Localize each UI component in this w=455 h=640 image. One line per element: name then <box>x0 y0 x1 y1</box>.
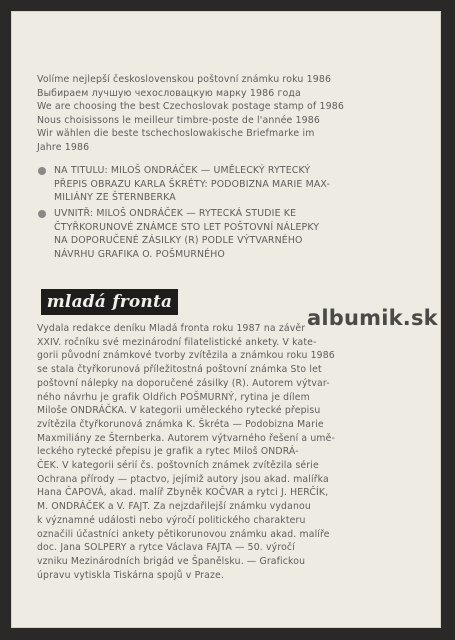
multilingual-heading <box>37 73 427 155</box>
paragraph-line: M. ONDRÁČEK a V. FAJT. Za nejzdařilejší známku vydanou <box>37 501 311 513</box>
paragraph-line: Hana ČAPOVÁ, akad. malíř Zbyněk KOČVAR a rytci J. HERČÍK, <box>37 487 329 499</box>
paragraph-line: označili účastníci ankety pětikorunovou známku akad. malíře <box>37 528 330 540</box>
bullet-dot-icon <box>38 167 46 175</box>
main-paragraph <box>37 322 427 582</box>
bullet-text <box>54 164 424 205</box>
paragraph-line: se stala čtyřkorunová příležitostná poštovní známka Sto let <box>37 364 322 376</box>
watermark-text: albumik.sk <box>307 306 438 330</box>
paragraph-line: úpravu vytiskla Tiskárna spojů v Praze. <box>37 569 224 581</box>
heading-line-russian: Выбираем лучшую чехословацкую марку 1986 года <box>37 87 301 99</box>
paragraph-line: Vydala redakce deníku Mladá fronta roku 1987 na závěr <box>37 323 306 334</box>
paragraph-line: zvítězila čtyřkorunová známka K. Škréta — Podobizna Marie <box>37 418 324 430</box>
heading-line-english: We are choosing the best Czechoslovak postage stamp of 1986 <box>37 101 344 113</box>
bullet-line: NA DOPORUČENÉ ZÁSILKY (R) PODLE VÝTVARNÉHO <box>54 235 303 247</box>
paragraph-line: ného návrhu je grafik Oldřich POŠMURNÝ, rytina je dílem <box>37 391 310 403</box>
paragraph-line: k významné události nebo výročí politického charakteru <box>37 514 306 526</box>
paragraph-line: Ochrana přírody — ptactvo, jejímiž autory jsou akad. malířka <box>37 473 329 485</box>
paragraph-line: Miloše ONDRÁČKA. V kategorii uměleckého rytecké přepisu <box>37 405 321 417</box>
heading-line-french: Nous choisissons le meilleur timbre-poste de l'année 1986 <box>37 114 320 126</box>
heading-line-german-cont: Jahre 1986 <box>37 141 90 153</box>
bullet-line: PŘEPIS OBRAZU KARLA ŠKRÉTY: PODOBIZNA MARIE MAX- <box>54 178 331 190</box>
heading-line-german: Wir wählen die beste tschechoslowakische Briefmarke im <box>37 128 315 140</box>
paragraph-line: doc. Jana SOLPERY a rytce Václava FAJTA — 50. výročí <box>37 542 295 554</box>
paragraph-line: vzniku Mezinárodních brigád ve Španělsku. — Grafickou <box>37 555 306 567</box>
paragraph-line: poštovní nálepky na doporučené zásilky (R). Autorem výtvar- <box>37 377 330 389</box>
paragraph-line: leckého rytecké přepisu je grafik a rytec Miloš ONDRÁ- <box>37 446 299 458</box>
bullet-line: MILIÁNY ZE ŠTERNBERKA <box>54 192 176 204</box>
printed-card <box>11 11 441 628</box>
bullet-line: NA TITULU: MILOŠ ONDRÁČEK — UMĚLECKÝ RYTECKÝ <box>54 165 311 176</box>
logo-text: mladá fronta <box>46 292 173 312</box>
paragraph-line: XXIV. ročníku své mezinárodní filatelistické ankety. V kate- <box>37 336 317 348</box>
bullet-line: ČTYŘKORUNOVÉ ZNÁMCE STO LET POŠTOVNÍ NÁLEPKY <box>54 221 320 233</box>
heading-line-czech: Volíme nejlepší československou poštovní známku roku 1986 <box>37 74 332 85</box>
mlada-fronta-logo <box>41 289 178 315</box>
bullet-line: UVNITŘ: MILOŠ ONDRÁČEK — RYTECKÁ STUDIE KE <box>54 208 297 219</box>
bullet-text <box>54 207 424 261</box>
paragraph-line: ČEK. V kategorii sérií čs. poštovních známek zvítězila série <box>37 460 319 472</box>
bullet-line: NÁVRHU GRAFIKA O. POŠMURNÉHO <box>54 248 225 260</box>
paragraph-line: gorii původní známkové tvorby zvítězila a známkou roku 1986 <box>37 350 335 362</box>
paragraph-line: Maxmiliány ze Šternberka. Autorem výtvarného řešení a umě- <box>37 432 336 444</box>
bullet-dot-icon <box>38 210 46 218</box>
